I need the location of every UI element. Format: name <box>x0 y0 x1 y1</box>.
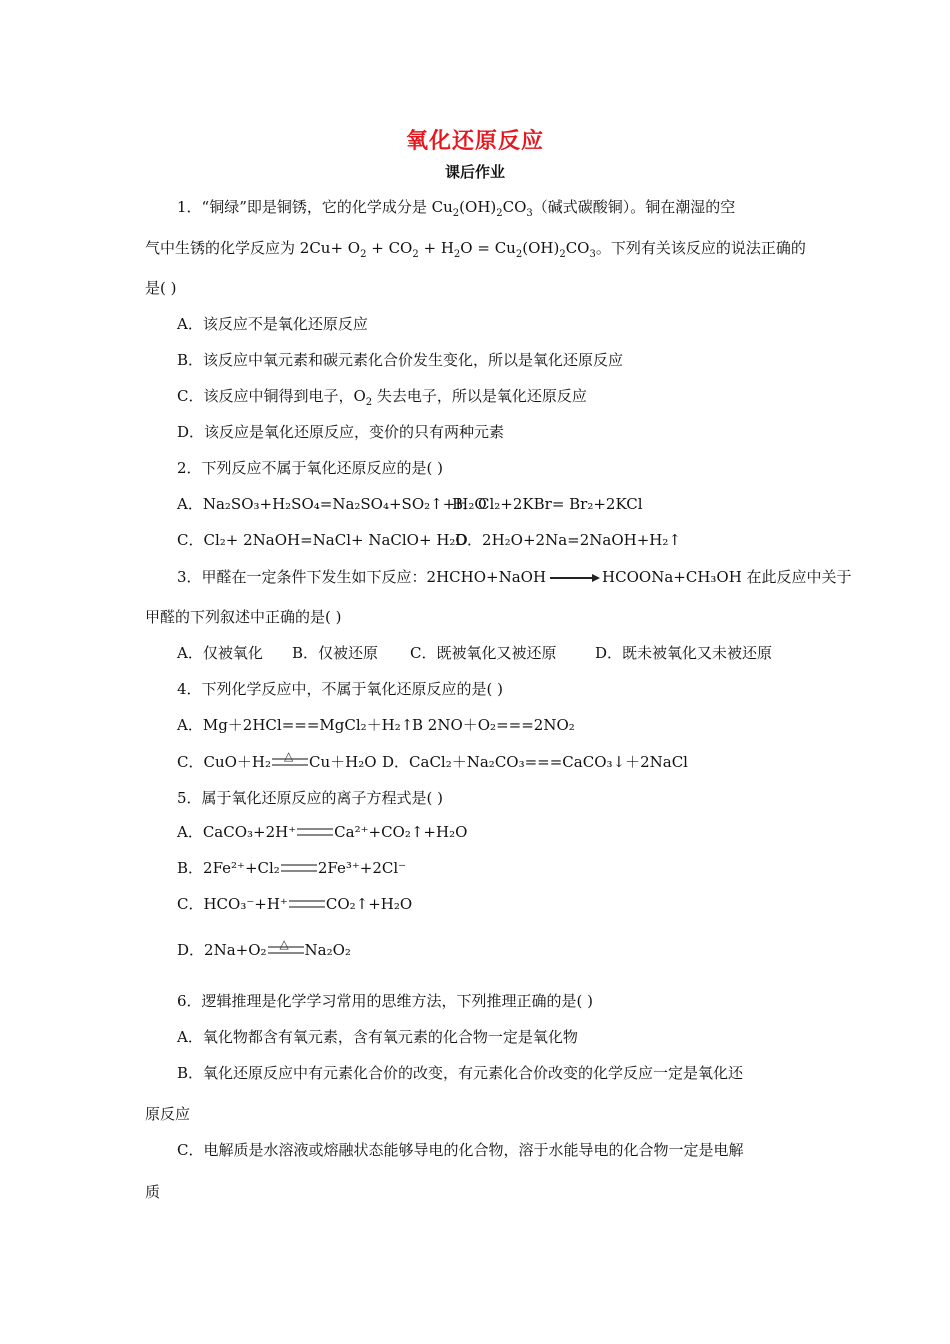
q6-option-c-line-1: C．电解质是水溶液或熔融状态能够导电的化合物，溶于水能导电的化合物一定是电解 <box>177 1141 744 1159</box>
q5-option-d: D．2Na+O₂ △ Na₂O₂ <box>177 937 351 959</box>
q5-stem: 5．属于氧化还原反应的离子方程式是( ) <box>177 789 444 807</box>
q1-line-3: 是( ) <box>145 279 177 297</box>
q1-option-c: C．该反应中铜得到电子，$O_2$ 失去电子，所以是氧化还原反应 <box>177 387 587 408</box>
q1-option-d: D．该反应是氧化还原反应，变价的只有两种元素 <box>177 423 505 441</box>
q5-option-a: A．CaCO₃+2H⁺ Ca²⁺+CO₂↑+H₂O <box>177 823 468 841</box>
q2-stem: 2．下列反应不属于氧化还原反应的是( ) <box>177 459 444 477</box>
heat-equals-icon: △ <box>268 946 304 954</box>
q4-option-b: B 2NO＋O₂===2NO₂ <box>412 716 575 734</box>
q6-option-b-line-1: B．氧化还原反应中有元素化合价的改变，有元素化合价改变的化学反应一定是氧化还 <box>177 1064 744 1082</box>
q6-stem: 6．逻辑推理是化学学习常用的思维方法，下列推理正确的是( ) <box>177 992 594 1010</box>
equals-sign-icon <box>289 900 325 908</box>
q6-option-c-line-2: 质 <box>145 1183 161 1201</box>
q2-option-d: D．2H₂O+2Na=2NaOH+H₂↑ <box>455 531 681 549</box>
q3-option-b: B．仅被还原 <box>292 644 379 662</box>
q1-line-2: 气中生锈的化学反应为 $2Cu+ O_2 + CO_2 + H_2O = Cu_2(OH)_2CO_3$。下列有关该反应的说法正确的 <box>145 239 806 260</box>
q4-stem: 4．下列化学反应中，不属于氧化还原反应的是( ) <box>177 680 504 698</box>
q4-option-d: D．CaCl₂＋Na₂CO₃===CaCO₃↓＋2NaCl <box>382 753 688 771</box>
q3-option-c: C．既被氧化又被还原 <box>410 644 557 662</box>
q2-option-b: B．Cl₂+2KBr= Br₂+2KCl <box>452 495 643 513</box>
reaction-arrow-icon <box>550 577 598 579</box>
equals-sign-icon <box>281 864 317 872</box>
q3-line-2: 甲醛的下列叙述中正确的是( ) <box>145 608 342 626</box>
q3-line-1: 3．甲醛在一定条件下发生如下反应：2HCHO+NaOH HCOONa+CH₃OH 在此反应中关于 <box>177 568 852 586</box>
q5-option-b: B．2Fe²⁺+Cl₂ 2Fe³⁺+2Cl⁻ <box>177 859 407 877</box>
q1-line-1: 1．“铜绿”即是铜锈，它的化学成分是 $Cu_2(OH)_2CO_3$（碱式碳酸铜）。铜在潮湿的空 <box>177 198 736 219</box>
page-title: 氧化还原反应 <box>405 128 544 154</box>
q2-option-c: C．Cl₂+ 2NaOH=NaCl+ NaClO+ H₂O <box>177 531 468 549</box>
q2-option-a: A．Na₂SO₃+H₂SO₄=Na₂SO₄+SO₂↑+H₂O <box>177 495 487 513</box>
q6-option-a: A．氧化物都含有氧元素，含有氧元素的化合物一定是氧化物 <box>177 1028 578 1046</box>
q3-option-d: D．既未被氧化又未被还原 <box>595 644 773 662</box>
heat-equals-icon: △ <box>272 758 308 766</box>
q6-option-b-line-2: 原反应 <box>145 1105 191 1123</box>
q4-option-a: A．Mg＋2HCl===MgCl₂＋H₂↑ <box>177 716 414 734</box>
q1-option-a: A．该反应不是氧化还原反应 <box>177 315 368 333</box>
q3-option-a: A．仅被氧化 <box>177 644 263 662</box>
q5-option-c: C．HCO₃⁻+H⁺ CO₂↑+H₂O <box>177 895 413 913</box>
q4-option-c: C．CuO＋H₂ △ Cu＋H₂O <box>177 749 377 771</box>
q1-option-b: B．该反应中氧元素和碳元素化合价发生变化，所以是氧化还原反应 <box>177 351 624 369</box>
equals-sign-icon <box>297 828 333 836</box>
page-subtitle: 课后作业 <box>444 163 505 181</box>
